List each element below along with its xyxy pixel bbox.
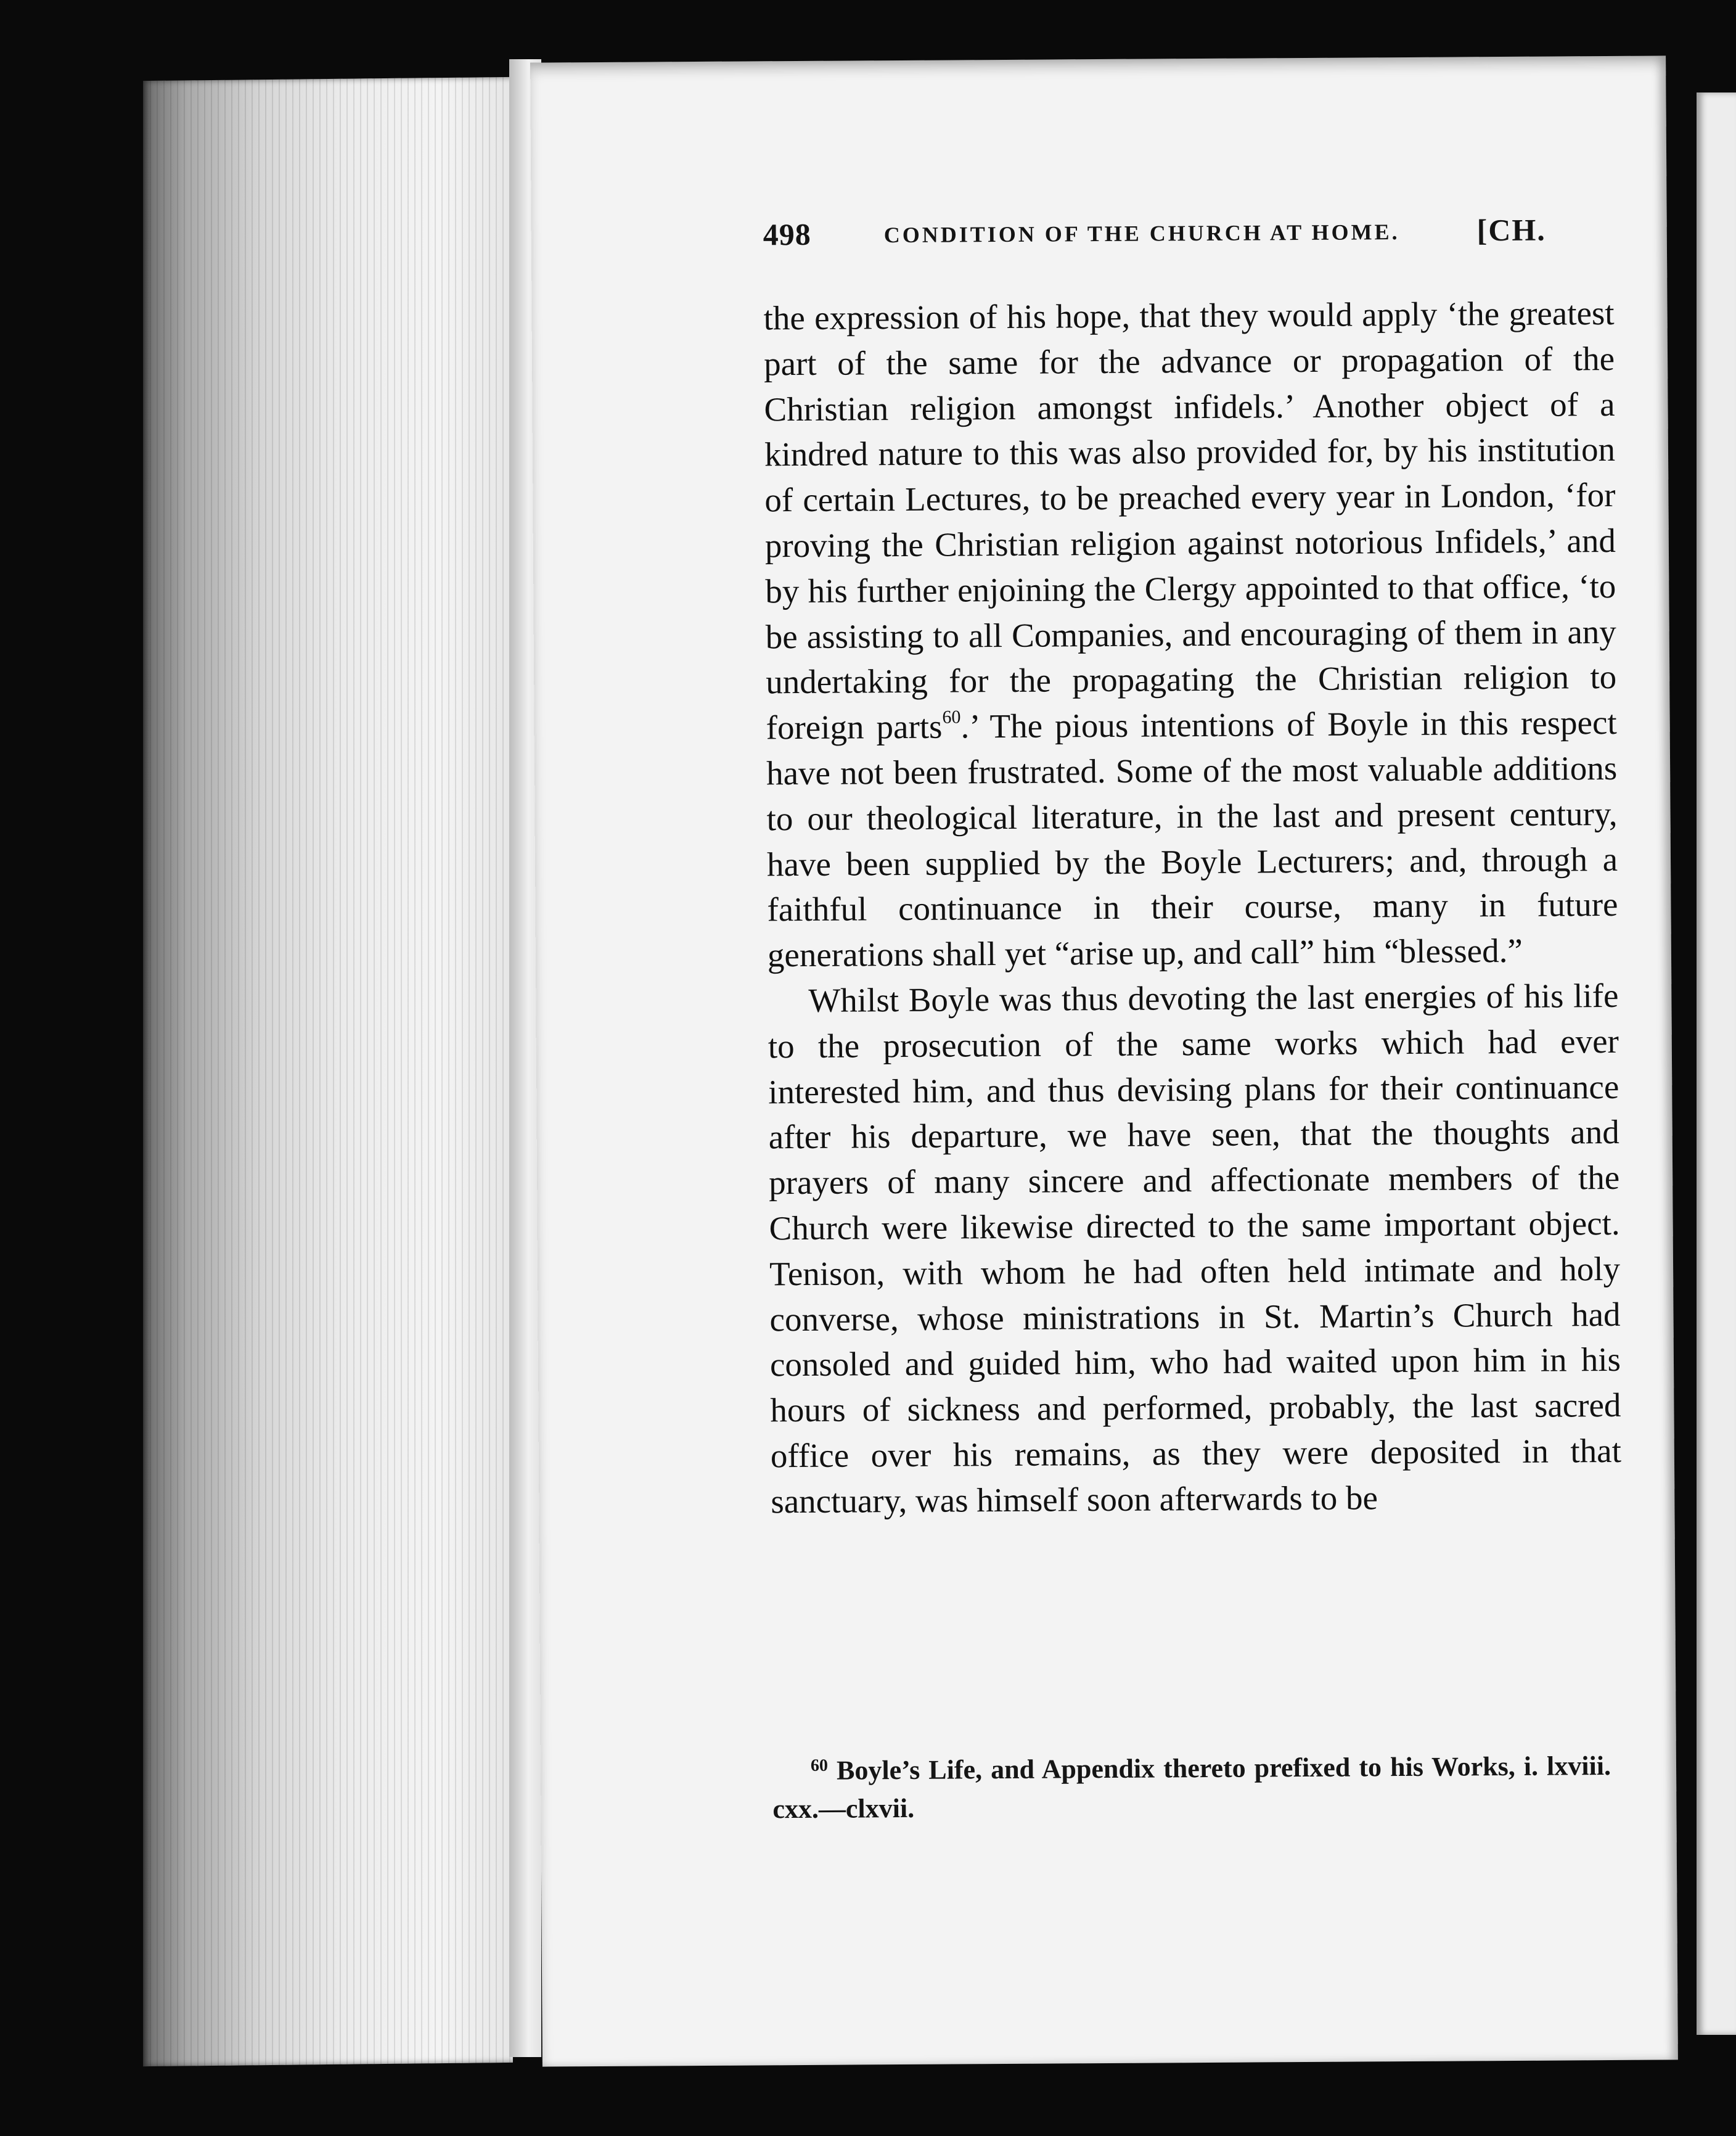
paragraph-text: .’ The pious intentions of Boyle in this respect have not been frustrated. Some of the most valuable additions to our theological literature, in the last and present century, have been supplied by the Boyle Lecturers; and, through a faithful continuance in their course, many in future generations shall yet “arise up, and call” him “blessed.” — [766, 704, 1618, 974]
page-number: 498 — [763, 216, 811, 252]
running-title: CONDITION OF THE CHURCH AT HOME. — [883, 220, 1400, 248]
footnote-reference: 60 — [942, 707, 961, 728]
book-fore-edge — [143, 77, 513, 2066]
paragraph — [763, 290, 1618, 978]
running-head — [763, 212, 1546, 260]
paragraph: Whilst Boyle was thus devoting the last energies of his life to the prosecution of the same works which had ever interested him, and thus devising plans for their continuance after his departure, we have seen, that the thoughts and prayers of many sincere and affectionate members of the Church were likewise directed to the same important object. Tenison, with whom he had often held intimate and holy converse, whose ministrations in St. Martin’s Church had consoled and guided him, who had waited upon him in his hours of sickness and performed, probably, the last sacred office over his remains, as they were deposited in that sanctuary, was himself soon afterwards to be — [768, 976, 1622, 1521]
footnote — [772, 1747, 1611, 1828]
footnote-text: Boyle’s Life, and Appendix thereto prefixed to his Works, i. lxviii. cxx.—clxvii. — [772, 1751, 1611, 1825]
book-page — [530, 55, 1678, 2066]
footnote-number: 60 — [810, 1756, 829, 1775]
paragraph-text: the expression of his hope, that they would apply ‘the greatest part of the same for the advance or propagation of the Christian religion amongst infidels.’ Another object of a kindred nature to this was also provided for, by his institution of certain Lectures, to be preached every year in London, ‘for proving the Christian religion against notorious Infidels,’ and by his further enjoining the Clergy appointed to that office, ‘to be assisting to all Companies, and encouraging of them in any undertaking for the propagating the Christian religion to foreign parts — [763, 294, 1617, 747]
facing-page-edge — [1697, 92, 1736, 2035]
chapter-mark: [CH. — [1476, 212, 1546, 248]
body-text — [763, 290, 1621, 1524]
